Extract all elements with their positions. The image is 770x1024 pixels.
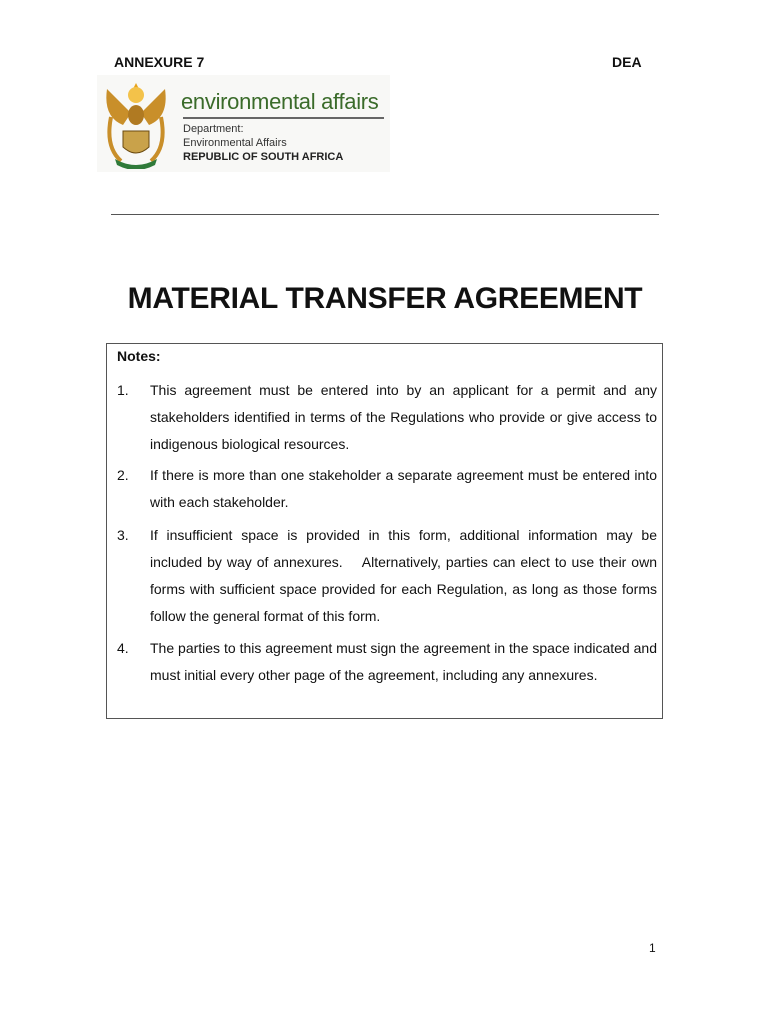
dept-line-2: Environmental Affairs: [183, 137, 287, 149]
note-item: [117, 462, 657, 516]
department-text: [183, 122, 343, 164]
page-number: 1: [649, 941, 656, 955]
note-text: The parties to this agreement must sign the agreement in the space indicated and must initial every other page of the agreement, including any annexures.: [150, 640, 657, 683]
dept-line-3: REPUBLIC OF SOUTH AFRICA: [183, 151, 344, 163]
note-text: This agreement must be entered into by an applicant for a permit and any stakeholders identified in terms of the Regulations who provide or give access to indigenous biological resources.: [150, 382, 657, 452]
dea-label: DEA: [612, 54, 642, 70]
page-title: MATERIAL TRANSFER AGREEMENT: [127, 282, 643, 315]
brand-name: environmental affairs: [181, 89, 379, 114]
note-item: [117, 377, 657, 458]
annexure-label: ANNEXURE 7: [114, 54, 205, 70]
note-number: 1.: [117, 382, 129, 398]
note-text: If there is more than one stakeholder a separate agreement must be entered into with each stakeholder.: [150, 467, 657, 510]
brand-divider: [183, 117, 384, 119]
department-logo: [97, 75, 390, 172]
note-number: 2.: [117, 467, 129, 483]
coat-of-arms-icon: [101, 77, 171, 169]
note-number: 4.: [117, 640, 129, 656]
dept-line-1: Department:: [183, 123, 244, 135]
note-text: If insufficient space is provided in this form, additional information may be included by way of annexures. Alternatively, parties can elect to use their own forms with sufficient space provided for each Regulation, as long as those forms follow the general format of this form.: [150, 527, 661, 624]
note-item: [117, 635, 657, 689]
note-number: 3.: [117, 527, 129, 543]
notes-box: [106, 343, 663, 719]
notes-heading: Notes:: [117, 348, 161, 364]
note-item: [117, 522, 661, 630]
header-divider: [111, 214, 659, 215]
